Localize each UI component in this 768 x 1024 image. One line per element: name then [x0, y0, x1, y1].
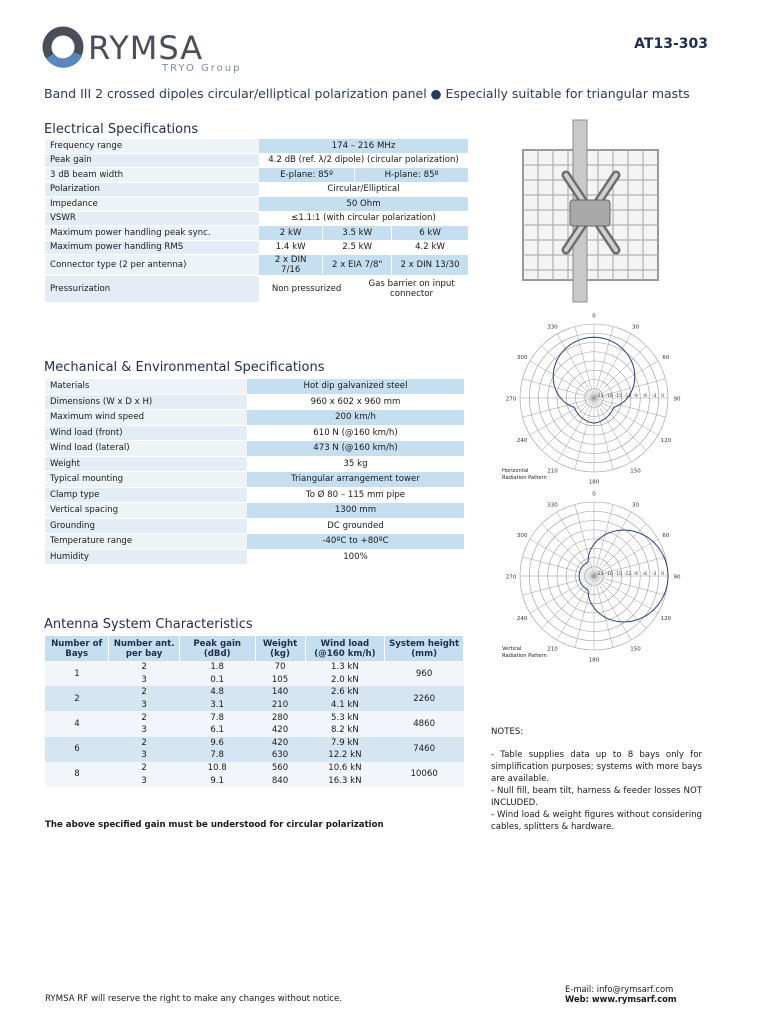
spec-value: 174 – 216 MHz — [259, 139, 468, 153]
spec-label: Materials — [45, 379, 247, 394]
angle-label: 240 — [516, 438, 528, 444]
table-cell: 12.2 kN — [305, 749, 385, 762]
angle-label: 330 — [547, 324, 558, 331]
table-cell: 2 — [109, 711, 180, 724]
spec-row — [45, 395, 464, 410]
db-label: -6 — [642, 572, 648, 577]
table-row — [45, 686, 464, 699]
spec-value: 200 km/h — [247, 410, 464, 425]
spec-row — [45, 410, 464, 425]
angle-label: 0 — [592, 313, 596, 320]
spec-label: Clamp type — [45, 488, 247, 503]
note-item: - Null fill, beam tilt, harness & feeder losses NOT INCLUDED. — [491, 786, 702, 808]
notes-title: NOTES: — [491, 727, 524, 737]
spec-row — [45, 139, 468, 153]
brand-name: RYMSA — [88, 29, 204, 67]
db-label: -15 — [614, 572, 623, 577]
spec-value: 4.2 dB (ref. λ/2 dipole) (circular polarization) — [259, 154, 468, 168]
table-cell: 840 — [255, 774, 305, 787]
brand-subtitle: TRYO Group — [162, 63, 242, 74]
angle-label: 150 — [630, 646, 641, 653]
mechanical-title: Mechanical & Environmental Specifications — [44, 360, 325, 375]
angle-label: 270 — [505, 396, 517, 403]
db-label: -12 — [623, 572, 632, 577]
table-cell: 70 — [255, 661, 305, 674]
spec-row — [45, 472, 464, 487]
angle-label: 30 — [632, 502, 639, 509]
web-link[interactable]: www.rymsarf.com — [591, 994, 677, 1004]
db-label: 0 — [661, 394, 665, 399]
spec-value: 2 x DIN 13/30 — [391, 255, 468, 275]
spec-row — [45, 197, 468, 211]
angle-label: 120 — [660, 616, 672, 622]
spec-row — [45, 183, 468, 197]
angle-label: 330 — [547, 502, 558, 509]
spec-label: Vertical spacing — [45, 503, 247, 518]
rymsa-logo — [42, 26, 242, 74]
table-cell: 3 — [109, 774, 180, 787]
table-cell: 16.3 kN — [305, 774, 385, 787]
bays-cell: 4 — [45, 711, 109, 736]
angle-label: 180 — [588, 479, 600, 486]
table-row — [45, 711, 464, 724]
column-header: Number of Bays — [45, 636, 109, 661]
spec-value: Non pressurized — [259, 276, 354, 302]
pattern-caption: Horizontal — [502, 468, 529, 474]
footer-disclaimer: RYMSA RF will reserve the right to make any changes without notice. — [45, 994, 342, 1004]
electrical-title: Electrical Specifications — [44, 122, 199, 137]
spec-value: DC grounded — [247, 519, 464, 534]
spec-value: 1.4 kW — [259, 241, 322, 255]
system-characteristics-table — [45, 636, 464, 787]
height-cell: 960 — [385, 661, 464, 686]
height-cell: 2260 — [385, 686, 464, 711]
table-cell: 2 — [109, 762, 180, 775]
email-label: E-mail: — [565, 984, 595, 994]
spec-label: Dimensions (W x D x H) — [45, 395, 247, 410]
spec-value: Gas barrier on input connector — [354, 276, 468, 302]
spec-label: Maximum wind speed — [45, 410, 247, 425]
angle-label: 90 — [673, 396, 681, 403]
spec-row — [45, 457, 464, 472]
angle-label: 240 — [516, 616, 528, 622]
spec-value: Hot dip galvanized steel — [247, 379, 464, 394]
email-link[interactable]: info@rymsarf.com — [596, 984, 674, 994]
vertical-radiation-pattern — [498, 490, 688, 674]
spec-value: 960 x 602 x 960 mm — [247, 395, 464, 410]
table-cell: 3 — [109, 724, 180, 737]
spec-value: 2.5 kW — [322, 241, 391, 255]
spec-value: To Ø 80 – 115 mm pipe — [247, 488, 464, 503]
angle-label: 270 — [505, 574, 517, 581]
angle-label: 0 — [592, 491, 596, 498]
angle-label: 300 — [516, 533, 528, 539]
angle-label: 120 — [660, 438, 672, 444]
angle-label: 30 — [632, 324, 639, 331]
spec-value: 4.2 kW — [391, 241, 468, 255]
column-header: Peak gain (dBd) — [179, 636, 255, 661]
system-title: Antenna System Characteristics — [44, 617, 253, 632]
table-cell: 2.6 kN — [305, 686, 385, 699]
spec-row — [45, 519, 464, 534]
gain-note: The above specified gain must be understood for circular polarization — [45, 820, 384, 830]
spec-value: ≤1.1:1 (with circular polarization) — [259, 212, 468, 226]
table-cell: 6.1 — [179, 724, 255, 737]
db-label: -21 — [596, 572, 604, 577]
table-cell: 280 — [255, 711, 305, 724]
spec-row — [45, 154, 468, 168]
pattern-caption: Radiation Pattern — [502, 653, 547, 659]
spec-row — [45, 534, 464, 549]
spec-label: Frequency range — [45, 139, 259, 153]
spec-row — [45, 168, 468, 182]
table-cell: 0.1 — [179, 674, 255, 687]
spec-row — [45, 503, 464, 518]
table-cell: 9.6 — [179, 737, 255, 750]
db-label: -3 — [651, 572, 657, 577]
spec-value: Circular/Elliptical — [259, 183, 468, 197]
db-label: -6 — [642, 394, 648, 399]
db-label: -3 — [651, 394, 657, 399]
db-label: -18 — [605, 394, 613, 399]
column-header: Weight (kg) — [255, 636, 305, 661]
table-cell: 8.2 kN — [305, 724, 385, 737]
table-cell: 1.8 — [179, 661, 255, 674]
spec-label: 3 dB beam width — [45, 168, 259, 182]
height-cell: 4860 — [385, 711, 464, 736]
table-cell: 210 — [255, 699, 305, 712]
spec-value: H-plane: 85º — [354, 168, 468, 182]
table-cell: 105 — [255, 674, 305, 687]
web-label: Web: — [565, 994, 589, 1004]
table-cell: 2 — [109, 686, 180, 699]
spec-value: -40ºC to +80ºC — [247, 534, 464, 549]
table-cell: 3 — [109, 699, 180, 712]
antenna-photo — [518, 120, 668, 302]
spec-row — [45, 488, 464, 503]
table-cell: 10.8 — [179, 762, 255, 775]
spec-label: Weight — [45, 457, 247, 472]
product-subtitle: Band III 2 crossed dipoles circular/elliptical polarization panel ● Especially suitable for triangular masts — [44, 86, 690, 101]
table-cell: 420 — [255, 724, 305, 737]
spec-value: 35 kg — [247, 457, 464, 472]
table-row — [45, 661, 464, 674]
height-cell: 7460 — [385, 737, 464, 762]
table-cell: 560 — [255, 762, 305, 775]
bays-cell: 2 — [45, 686, 109, 711]
pattern-caption: Radiation Pattern — [502, 475, 547, 481]
spec-row — [45, 212, 468, 226]
db-label: -21 — [596, 394, 604, 399]
angle-label: 150 — [630, 468, 641, 475]
spec-row — [45, 276, 468, 302]
spec-label: Grounding — [45, 519, 247, 534]
db-label: -9 — [633, 394, 638, 399]
table-cell: 3 — [109, 674, 180, 687]
spec-label: VSWR — [45, 212, 259, 226]
spec-value: 2 kW — [259, 226, 322, 240]
spec-row — [45, 379, 464, 394]
pattern-caption: Vertical — [502, 646, 522, 652]
bays-cell: 8 — [45, 762, 109, 787]
spec-value: E-plane: 85º — [259, 168, 354, 182]
horizontal-radiation-pattern — [498, 312, 688, 496]
spec-label: Humidity — [45, 550, 247, 565]
spec-value: 50 Ohm — [259, 197, 468, 211]
spec-value: 2 x DIN 7/16 — [259, 255, 322, 275]
table-cell: 10.6 kN — [305, 762, 385, 775]
spec-row — [45, 241, 468, 255]
note-item: - Wind load & weight figures without considering cables, splitters & hardware. — [491, 810, 702, 832]
spec-value: 3.5 kW — [322, 226, 391, 240]
spec-value: 2 x EIA 7/8" — [322, 255, 391, 275]
table-cell: 2 — [109, 661, 180, 674]
spec-value: 473 N (@160 km/h) — [247, 441, 464, 456]
spec-label: Impedance — [45, 197, 259, 211]
column-header: Number ant. per bay — [109, 636, 180, 661]
spec-row — [45, 550, 464, 565]
electrical-spec-table — [45, 138, 468, 303]
angle-label: 300 — [516, 355, 528, 361]
spec-label: Temperature range — [45, 534, 247, 549]
table-cell: 4.8 — [179, 686, 255, 699]
table-cell: 7.9 kN — [305, 737, 385, 750]
spec-label: Wind load (front) — [45, 426, 247, 441]
model-number: AT13-303 — [634, 36, 708, 52]
db-label: -15 — [614, 394, 623, 399]
table-cell: 4.1 kN — [305, 699, 385, 712]
spec-label: Peak gain — [45, 154, 259, 168]
bays-cell: 6 — [45, 737, 109, 762]
spec-label: Wind load (lateral) — [45, 441, 247, 456]
spec-label: Typical mounting — [45, 472, 247, 487]
db-label: -18 — [605, 572, 613, 577]
table-cell: 630 — [255, 749, 305, 762]
spec-value: 1300 mm — [247, 503, 464, 518]
angle-label: 60 — [662, 533, 670, 539]
spec-row — [45, 441, 464, 456]
spec-label: Connector type (2 per antenna) — [45, 255, 259, 275]
table-cell: 5.3 kN — [305, 711, 385, 724]
angle-label: 210 — [547, 468, 558, 475]
spec-value: 6 kW — [391, 226, 468, 240]
spec-label: Maximum power handling peak sync. — [45, 226, 259, 240]
table-cell: 140 — [255, 686, 305, 699]
table-row — [45, 762, 464, 775]
table-cell: 7.8 — [179, 711, 255, 724]
bays-cell: 1 — [45, 661, 109, 686]
table-cell: 3 — [109, 749, 180, 762]
spec-value: 100% — [247, 550, 464, 565]
table-cell: 2 — [109, 737, 180, 750]
spec-row — [45, 426, 464, 441]
table-row — [45, 737, 464, 750]
table-cell: 1.3 kN — [305, 661, 385, 674]
angle-label: 60 — [662, 355, 670, 361]
spec-row — [45, 255, 468, 275]
spec-label: Pressurization — [45, 276, 259, 302]
table-cell: 420 — [255, 737, 305, 750]
column-header: System height (mm) — [385, 636, 464, 661]
height-cell: 10060 — [385, 762, 464, 787]
column-header: Wind load (@160 km/h) — [305, 636, 385, 661]
note-item: - Table supplies data up to 8 bays only for simplification purposes; systems with more bays are available. — [491, 750, 702, 784]
table-cell: 2.0 kN — [305, 674, 385, 687]
spec-label: Maximum power handling RMS — [45, 241, 259, 255]
spec-value: 610 N (@160 km/h) — [247, 426, 464, 441]
table-cell: 9.1 — [179, 774, 255, 787]
db-label: 0 — [661, 572, 665, 577]
spec-value: Triangular arrangement tower — [247, 472, 464, 487]
contact-block — [565, 984, 677, 1004]
spec-label: Polarization — [45, 183, 259, 197]
angle-label: 180 — [588, 657, 600, 664]
db-label: -9 — [633, 572, 638, 577]
mechanical-spec-table — [45, 378, 464, 565]
angle-label: 210 — [547, 646, 558, 653]
table-cell: 3.1 — [179, 699, 255, 712]
table-cell: 7.8 — [179, 749, 255, 762]
spec-row — [45, 226, 468, 240]
db-label: -12 — [623, 394, 632, 399]
angle-label: 90 — [673, 574, 681, 581]
notes-list — [491, 749, 702, 833]
